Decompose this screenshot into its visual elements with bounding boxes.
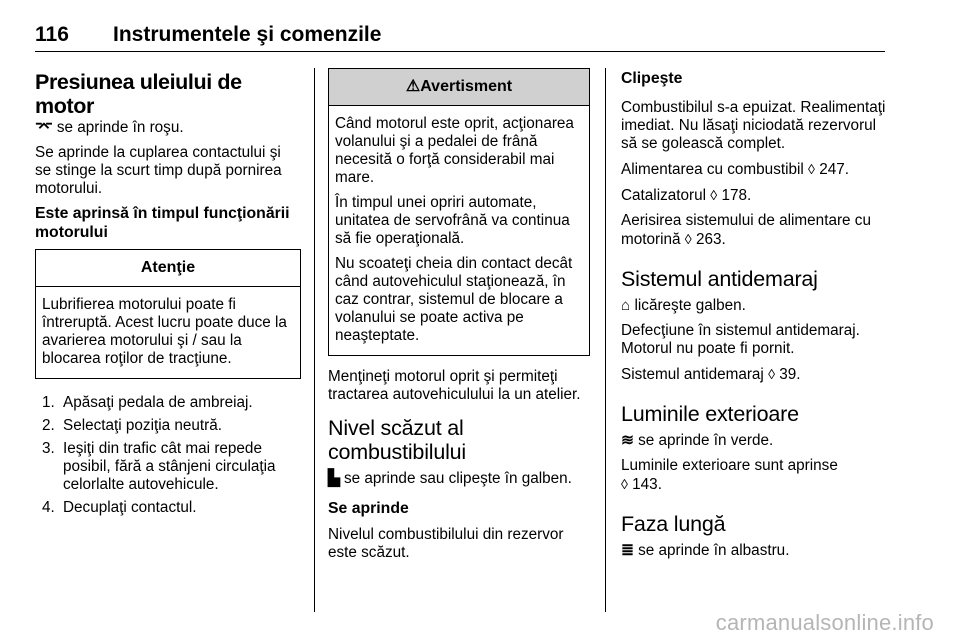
column-divider: [314, 68, 315, 612]
warning-text-3: Nu scoateţi cheia din contact decât când autovehiculul staţionează, în caz contrar, sistemul de blocare a volanului se poate activa pe neaşteptate.: [335, 255, 573, 344]
immobiliser-description: Defecţiune în sistemul antidemaraj. Motorul nu poate fi pornit.: [621, 321, 860, 357]
page-ref-icon: ◊: [710, 186, 718, 203]
refuel-page-link[interactable]: 247.: [819, 160, 849, 178]
exterior-description: Luminile exterioare sunt aprinse ◊ 143.: [621, 456, 838, 493]
catalyst-reference: Catalizatorul ◊ 178.: [621, 186, 752, 204]
steps-list: [35, 394, 301, 517]
fuel-status-line: ▙ se aprinde sau clipeşte în galben.: [328, 470, 572, 487]
column-divider: [605, 68, 606, 612]
heading-immobiliser: Sistemul antidemaraj: [621, 266, 818, 291]
notice-text: Lubrifierea motorului poate fi întreruptă. Acest lucru poate duce la avarierea motorului şi / sau la blocarea roţilor de tracţiune.: [42, 296, 287, 367]
heading-low-fuel: Nivel scăzut al combustibilului: [328, 416, 467, 464]
immobiliser-reference: Sistemul antidemaraj ◊ 39.: [621, 365, 801, 383]
oil-description: Se aprinde la cuplarea contactului şi se stinge la scurt timp după pornirea motorului.: [35, 144, 282, 197]
page-number: 116: [35, 23, 69, 46]
page-ref-icon: ◊: [621, 475, 628, 492]
high-beam-icon: ≣: [621, 541, 634, 559]
blink-description: Combustibilul s-a epuizat. Realimentaţi imediat. Nu lăsaţi niciodată rezervorul să se golească complet.: [621, 98, 886, 152]
refuel-reference: Alimentarea cu combustibil ◊ 247.: [621, 160, 849, 178]
warning-text-1: Când motorul este oprit, acţionarea volanului şi a pedalei de frână necesită o forţă considerabil mai mare.: [335, 115, 574, 186]
notice-title: Atenţie: [36, 250, 300, 287]
exterior-page-link[interactable]: 143.: [632, 475, 662, 493]
fuel-pump-icon: ▙: [328, 470, 340, 487]
catalyst-page-link[interactable]: 178.: [721, 186, 752, 204]
oil-status-text: se aprinde în roşu.: [56, 119, 184, 136]
column-middle: [328, 68, 590, 569]
exterior-status-line: ≋ se aprinde în verde.: [621, 431, 774, 449]
oil-can-icon: ⌤: [35, 119, 53, 136]
page-ref-icon: ◊: [684, 230, 692, 247]
immobiliser-icon: ⌂: [621, 296, 631, 314]
warning-text-2: În timpul unei opriri automate, unitatea de servofrână va continua să fie operaţională.: [335, 194, 570, 247]
list-item: 3. Ieşiţi din trafic cât mai repede posibil, fără a stânjeni circulaţia celorlalte autovehicule.: [42, 440, 276, 493]
warning-box: [328, 68, 590, 356]
immobiliser-status-line: ⌂ licăreşte galben.: [621, 296, 746, 314]
column-left: [35, 70, 301, 522]
heading-exterior-lights: Luminile exterioare: [621, 401, 799, 426]
column-right: [621, 70, 889, 567]
heading-while-running: Este aprinsă în timpul funcţionării motorului: [35, 205, 290, 241]
page-ref-icon: ◊: [768, 365, 776, 382]
exterior-light-icon: ≋: [621, 431, 634, 449]
immobiliser-page-link[interactable]: 39.: [779, 365, 801, 383]
fuel-description: Nivelul combustibilului din rezervor este scăzut.: [328, 525, 564, 561]
watermark: carmanualsonline.info: [715, 610, 934, 635]
page-ref-icon: ◊: [808, 160, 815, 177]
warning-icon: ⚠: [405, 78, 421, 95]
high-beam-status-line: ≣ se aprinde în albastru.: [621, 541, 790, 559]
page-header: [35, 22, 885, 52]
list-item: 4. Decuplaţi contactul.: [42, 499, 197, 516]
after-warning-text: Menţineţi motorul oprit şi permiteţi tractarea autovehiculului la un atelier.: [328, 368, 581, 403]
heading-blinks: Clipeşte: [621, 70, 683, 87]
chapter-title: Instrumentele şi comenzile: [113, 23, 382, 46]
list-item: 2. Selectaţi poziţia neutră.: [42, 417, 223, 434]
bleeding-reference: Aerisirea sistemului de alimentare cu motorină ◊ 263.: [621, 211, 871, 248]
warning-title: ⚠Avertisment: [329, 69, 589, 106]
heading-oil-pressure: Presiunea uleiului de motor: [35, 70, 242, 118]
heading-lights-on: Se aprinde: [328, 500, 409, 517]
notice-box: [35, 249, 301, 379]
list-item: 1. Apăsaţi pedala de ambreiaj.: [42, 394, 253, 411]
heading-high-beam: Faza lungă: [621, 511, 726, 536]
bleeding-page-link[interactable]: 263.: [695, 230, 726, 248]
oil-status-line: [35, 119, 301, 137]
